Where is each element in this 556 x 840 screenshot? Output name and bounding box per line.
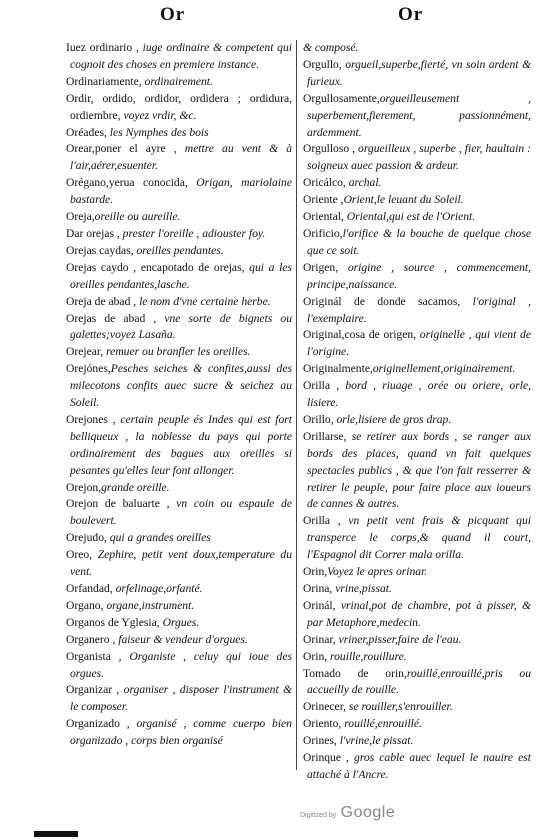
entry-headword: Orillo, bbox=[303, 412, 334, 426]
entry-gloss: originellement,originairement. bbox=[372, 362, 516, 376]
entry-headword: Oréades, bbox=[66, 125, 107, 139]
dictionary-entry bbox=[66, 632, 292, 649]
entry-gloss: Zephire, petit vent doux,temperature du vent. bbox=[70, 548, 292, 579]
entry-gloss: rouille,rouillure. bbox=[327, 649, 407, 663]
dictionary-entry bbox=[303, 361, 531, 378]
entry-gloss: Organiste , celuy qui ioue des orgues. bbox=[70, 649, 292, 680]
dictionary-entry bbox=[303, 429, 531, 514]
entry-gloss: l'orifice & la bouche de quelque chose que ce soit. bbox=[307, 226, 531, 257]
entry-headword: Original,cosa de origen, bbox=[303, 328, 417, 342]
entry-gloss: mettre au vent & à l'air,aérer,esuenter. bbox=[70, 142, 292, 173]
entry-gloss: Origan, mariolaine bastarde. bbox=[70, 176, 292, 207]
dictionary-entry bbox=[66, 615, 292, 632]
entry-headword: Organos de Yglesia, bbox=[66, 615, 160, 629]
dictionary-entry bbox=[66, 598, 292, 615]
entry-headword: Oreja, bbox=[66, 210, 95, 224]
entry-headword: Orinque , bbox=[303, 751, 349, 765]
entry-gloss: grande oreille. bbox=[101, 480, 170, 494]
entry-gloss: faiseur & vendeur d'orgues. bbox=[115, 632, 248, 646]
dictionary-entry bbox=[66, 581, 292, 598]
dictionary-entry bbox=[66, 649, 292, 683]
running-head-right: Or bbox=[398, 4, 424, 25]
dictionary-entry bbox=[303, 716, 531, 733]
entry-gloss: originelle , qui vient de l'origine. bbox=[307, 328, 531, 359]
entry-gloss: organiser , disposer l'instrument & le composer. bbox=[70, 683, 292, 714]
entry-headword: Orejear, bbox=[66, 345, 104, 359]
entry-headword: Organista , bbox=[66, 649, 122, 663]
entry-gloss: l'original , l'exemplaire. bbox=[307, 294, 531, 325]
entry-headword: Originál de donde sacamos, bbox=[303, 294, 461, 308]
entry-headword: Orejónes, bbox=[66, 362, 111, 376]
entry-gloss: vriner,pisser,faire de l'eau. bbox=[335, 632, 462, 646]
dictionary-entry bbox=[303, 294, 531, 328]
right-column bbox=[303, 40, 531, 784]
dictionary-entry bbox=[303, 378, 531, 412]
dictionary-entry bbox=[303, 226, 531, 260]
dictionary-entry bbox=[303, 260, 531, 294]
entry-headword: Tomado de orin, bbox=[303, 666, 407, 680]
dictionary-entry bbox=[303, 632, 531, 649]
entry-gloss: Orgues. bbox=[159, 615, 200, 629]
dictionary-entry bbox=[303, 141, 531, 175]
dictionary-entry bbox=[303, 327, 531, 361]
dictionary-entry bbox=[303, 40, 531, 57]
entry-gloss: gros cable auec lequel le nauire est attaché à l'Ancre. bbox=[307, 751, 531, 781]
dictionary-entry bbox=[303, 666, 531, 700]
entry-gloss: vn coin ou espaule de boulevert. bbox=[70, 497, 292, 528]
entry-gloss: iuge ordinaire & competent qui cognoit des choses en premiere instance. bbox=[70, 41, 292, 71]
column-divider bbox=[296, 40, 297, 770]
entry-headword: Orejas caydas, bbox=[66, 243, 134, 257]
entry-headword: Ordir, ordido, ordidor, ordidera ; ordidura, ordiembre, bbox=[66, 91, 292, 122]
entry-gloss: orle,lisiere de gros drap. bbox=[333, 412, 452, 426]
dictionary-entry bbox=[66, 294, 292, 311]
dictionary-entry bbox=[66, 547, 292, 581]
entry-gloss: orgueilleusement , superbement,fierement, passionnément, ardemment. bbox=[307, 91, 531, 139]
entry-gloss: vrinal,pot de chambre, pot à pisser, & par Metaphore,medecin. bbox=[307, 598, 531, 629]
dictionary-entry bbox=[66, 125, 292, 142]
entry-gloss: voyez vrdir, &c. bbox=[120, 108, 197, 122]
page-corner-mark bbox=[34, 831, 78, 837]
entry-gloss: organe,instrument. bbox=[103, 598, 195, 612]
dictionary-entry bbox=[303, 598, 531, 632]
dictionary-entry bbox=[303, 412, 531, 429]
digitized-watermark bbox=[300, 804, 395, 822]
dictionary-entry bbox=[66, 716, 292, 750]
dictionary-entry bbox=[66, 74, 292, 91]
entry-headword: Oriento, bbox=[303, 717, 342, 731]
entry-headword: Oriental, bbox=[303, 210, 344, 224]
entry-headword: Orilla , bbox=[303, 514, 341, 528]
dictionary-entry bbox=[66, 209, 292, 226]
entry-headword: Organero , bbox=[66, 632, 116, 646]
dictionary-entry bbox=[66, 480, 292, 497]
google-logo-text: Google bbox=[340, 804, 396, 821]
entry-gloss: rouillé,enrouillé. bbox=[341, 717, 422, 731]
entry-headword: Organo, bbox=[66, 598, 104, 612]
entry-gloss: orgueil,superbe,fierté, vn soin ardent & furieux. bbox=[307, 57, 531, 88]
entry-headword: Oricálco, bbox=[303, 176, 346, 190]
entry-gloss: & composé. bbox=[303, 41, 359, 54]
page-header bbox=[0, 2, 556, 26]
dictionary-entry bbox=[303, 513, 531, 564]
dictionary-entry bbox=[303, 564, 531, 581]
entry-gloss: les Nymphes des bois bbox=[106, 125, 209, 139]
dictionary-entry bbox=[66, 40, 292, 74]
dictionary-entry bbox=[66, 243, 292, 260]
entry-headword: Orinecer, bbox=[303, 700, 346, 714]
dictionary-entry bbox=[66, 344, 292, 361]
dictionary-entry bbox=[303, 175, 531, 192]
entry-gloss: vn petit vent frais & picquant qui transperce le corps,& quand il court, l'Espagnol dit Correr mala orilla. bbox=[307, 514, 531, 562]
entry-gloss: ordinairement. bbox=[141, 74, 213, 88]
entry-headword: Orejas caydo , encapotado de orejas, bbox=[66, 260, 245, 274]
dictionary-entry bbox=[303, 192, 531, 209]
entry-gloss: archal. bbox=[345, 176, 382, 190]
entry-gloss: Orient,le leuant du Soleil. bbox=[343, 193, 464, 207]
entry-gloss: bord , riuage , orée ou oriere, orle, lisiere. bbox=[307, 379, 532, 410]
dictionary-entry bbox=[303, 750, 531, 784]
entry-headword: Oreja de abad , bbox=[66, 294, 137, 308]
dictionary-entry bbox=[66, 530, 292, 547]
entry-headword: Oriente , bbox=[303, 193, 344, 207]
entry-gloss: remuer ou branfler les oreilles. bbox=[103, 345, 251, 359]
entry-gloss: vrine,pissat. bbox=[332, 582, 392, 595]
entry-gloss: certain peuple és Indes qui est fort belliqueux , la noblesse du pays qui porte ordinairement des bagues aux oreilles si pesantes qu'elles leur font allonger. bbox=[70, 412, 293, 477]
dictionary-entry bbox=[66, 141, 292, 175]
entry-headword: Orejon, bbox=[66, 480, 102, 494]
dictionary-entry bbox=[66, 412, 292, 480]
dictionary-entry bbox=[66, 496, 292, 530]
entry-headword: Dar orejas , bbox=[66, 226, 120, 240]
entry-gloss: oreilles pendantes. bbox=[133, 243, 224, 257]
entry-gloss: Pesches seiches & confites,aussi des milecotons confits auec sucre & seichez au Soleil. bbox=[70, 362, 292, 410]
dictionary-entry bbox=[66, 361, 292, 412]
entry-headword: Orin, bbox=[303, 565, 328, 579]
entry-headword: Orejas de abad , bbox=[66, 311, 157, 325]
entry-headword: Orear,poner el ayre , bbox=[66, 142, 177, 156]
dictionary-entry bbox=[66, 226, 292, 243]
dictionary-entry bbox=[66, 311, 292, 345]
entry-gloss: oreille ou aureille. bbox=[94, 210, 181, 224]
entry-headword: Orfandad, bbox=[66, 582, 113, 595]
entry-headword: Orin, bbox=[303, 649, 328, 663]
entry-headword: Orillarse, bbox=[303, 429, 347, 443]
entry-headword: Orejones , bbox=[66, 412, 116, 426]
entry-gloss: orgueilleux , superbe , fier, haultain : soigneux auec passion & ardeur. bbox=[307, 142, 531, 173]
entry-gloss: rouillé,enrouillé,pris ou accueilly de rouille. bbox=[307, 666, 532, 697]
dictionary-entry bbox=[303, 649, 531, 666]
entry-headword: Ordinariamente, bbox=[66, 74, 142, 88]
entry-headword: Orgullosamente, bbox=[303, 91, 380, 105]
entry-headword: Orejon de baluarte , bbox=[66, 497, 170, 511]
entry-gloss: qui a les oreilles pendantes,lasche. bbox=[70, 260, 292, 291]
entry-headword: Organizar , bbox=[66, 683, 120, 697]
dictionary-entry bbox=[303, 209, 531, 226]
dictionary-entry bbox=[303, 581, 531, 598]
entry-headword: Orgulloso , bbox=[303, 142, 356, 156]
entry-headword: Origen, bbox=[303, 260, 339, 274]
entry-gloss: se rouiller,s'enrouiller. bbox=[345, 700, 453, 714]
entry-gloss: orfelinage,orfanté. bbox=[112, 582, 203, 595]
dictionary-entry bbox=[303, 733, 531, 750]
dictionary-entry bbox=[66, 175, 292, 209]
entry-gloss: vne sorte de bignets ou galettes;voyez Lasaña. bbox=[70, 311, 292, 342]
entry-gloss: Voyez le apres orinar. bbox=[327, 565, 428, 579]
entry-headword: Orgullo, bbox=[303, 57, 342, 71]
entry-gloss: Oriental,qui est de l'Orient. bbox=[343, 210, 476, 224]
entry-gloss: organisé , comme cuerpo bien organizado , corps bien organisé bbox=[70, 717, 292, 748]
entry-headword: Oreo, bbox=[66, 548, 93, 562]
entry-headword: Originalmente, bbox=[303, 362, 373, 376]
dictionary-entry bbox=[66, 682, 292, 716]
entry-gloss: le nom d'vne certaine herbe. bbox=[136, 294, 271, 308]
entry-gloss: se retirer aux bords , se ranger aux bords des places, quand vn fait quelques spectacles publics , & que l'on fait resserrer & retirer le peuple, pour faire place aux ioueurs de cannes & autres. bbox=[307, 429, 531, 511]
left-column bbox=[66, 40, 292, 750]
digitized-by-label: Digitized by bbox=[300, 812, 337, 819]
entry-gloss: origine , source , commencement, principe,naissance. bbox=[307, 260, 531, 291]
dictionary-entry bbox=[66, 260, 292, 294]
dictionary-entry bbox=[303, 91, 531, 142]
dictionary-entry bbox=[66, 91, 292, 125]
dictionary-entry bbox=[303, 699, 531, 716]
running-head-left: Or bbox=[160, 4, 186, 25]
dictionary-entry bbox=[303, 57, 531, 91]
entry-headword: Orinál, bbox=[303, 598, 336, 612]
entry-headword: Iuez ordinario , bbox=[66, 41, 139, 54]
entry-headword: Orinar, bbox=[303, 632, 336, 646]
entry-headword: Orines, bbox=[303, 734, 337, 748]
entry-headword: Orejudo, bbox=[66, 531, 107, 545]
entry-gloss: l'vrine,le pissat. bbox=[336, 734, 414, 748]
entry-headword: Orégano,yerua conocida, bbox=[66, 176, 188, 190]
entry-headword: Organizado , bbox=[66, 717, 130, 731]
entry-headword: Orina, bbox=[303, 582, 333, 595]
entry-gloss: qui a grandes oreilles bbox=[106, 531, 211, 545]
entry-headword: Orificio, bbox=[303, 226, 343, 240]
entry-gloss: prester l'oreille , adiouster foy. bbox=[119, 226, 266, 240]
entry-headword: Orilla , bbox=[303, 379, 340, 393]
